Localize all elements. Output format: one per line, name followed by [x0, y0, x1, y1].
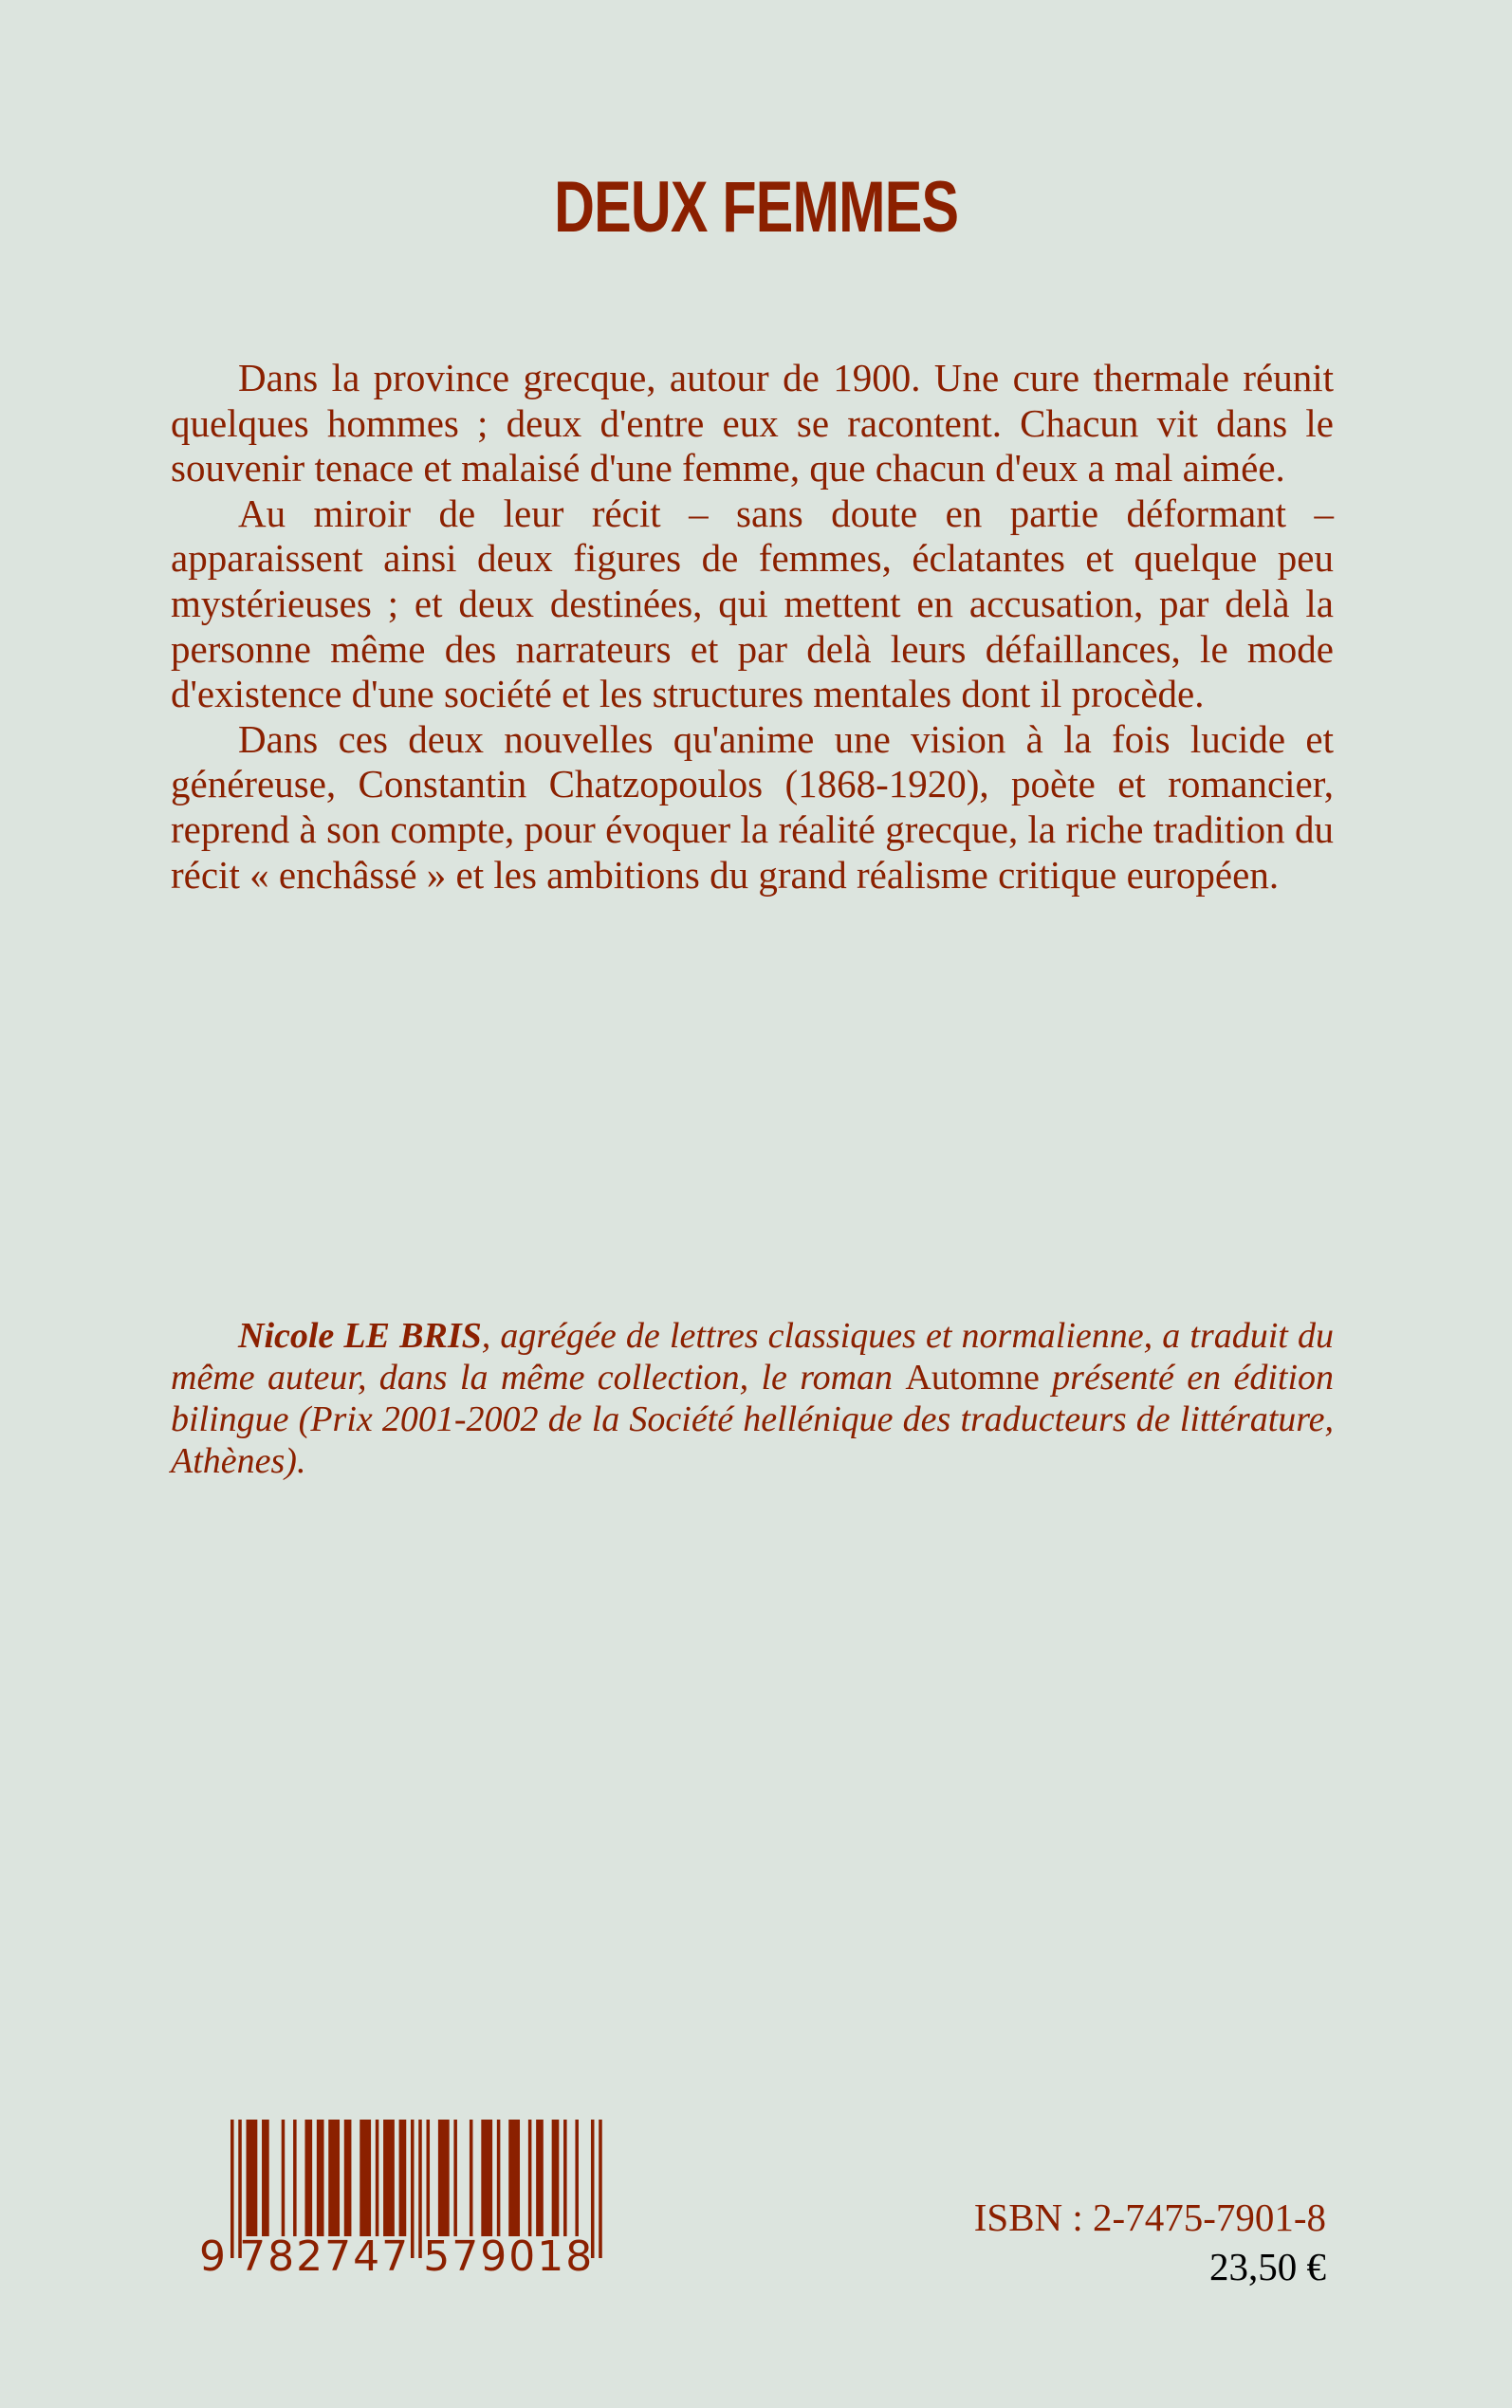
isbn-label: ISBN : 2-7475-7901-8 [973, 2195, 1326, 2239]
barcode-bar [376, 2120, 379, 2236]
barcode-digits: 9 [199, 2232, 226, 2277]
barcode-bar [575, 2120, 579, 2236]
barcode-bar [418, 2120, 422, 2258]
barcode-bar [317, 2120, 324, 2236]
barcode-digits: 579018 [423, 2232, 595, 2277]
translator-bio [171, 1315, 1334, 1482]
barcode-bar [497, 2120, 501, 2236]
barcode-bar [536, 2120, 544, 2236]
ean13-barcode [184, 2116, 611, 2277]
barcode-bar [247, 2120, 258, 2236]
barcode-digits: 782747 [239, 2232, 411, 2277]
barcode-bar [508, 2120, 520, 2236]
price-label: 23,50 € [1209, 2245, 1326, 2288]
book-title-text: DEUX FEMMES [553, 167, 959, 248]
translator-bio-text: , agrégée de lettres classiques et normalienne, a traduit du même auteur, dans la même collection, le roman [171, 1316, 1335, 1398]
summary-paragraph: Dans la province grecque, autour de 1900. Une cure thermale réunit quelques hommes ; deux d'entre eux se racontent. Chacun vit dans le souvenir tenace et malaisé d'une femme, que chacun d'eux a mal aimée. [171, 356, 1334, 491]
barcode-bar [411, 2120, 415, 2258]
related-book-title: Automne [905, 1358, 1040, 1398]
barcode-bar [427, 2120, 431, 2236]
barcode-bar [399, 2120, 407, 2236]
barcode-bar [262, 2120, 269, 2236]
barcode-bar [528, 2120, 532, 2236]
summary-paragraph: Au miroir de leur récit – sans doute en partie déformant – apparaissent ainsi deux figures de femmes, éclatantes et quelque peu mystérieuses ; et deux destinées, qui mettent en accusation, par delà la personne même des narrateurs et par delà leurs défaillances, le mode d'existence d'une société et les structures mentales dont il procède. [171, 491, 1334, 716]
translator-name: Nicole LE BRIS [238, 1316, 482, 1356]
barcode-bar [328, 2120, 340, 2236]
barcode-bar [344, 2120, 352, 2236]
barcode-bar [453, 2120, 457, 2236]
barcode-bar [360, 2120, 371, 2236]
barcode-bar [470, 2120, 473, 2236]
barcode-bar [304, 2120, 312, 2236]
barcode-bar [230, 2120, 234, 2258]
barcode-bar [552, 2120, 560, 2236]
translator-bio-paragraph [171, 1315, 1334, 1482]
summary-text [171, 356, 1334, 898]
book-title [0, 165, 1512, 250]
barcode-bar [438, 2120, 450, 2236]
barcode-bar [599, 2120, 602, 2258]
summary-paragraph: Dans ces deux nouvelles qu'anime une vision à la fois lucide et généreuse, Constantin Chatzopoulos (1868-1920), poète et romancier, reprend à son compte, pour évoquer la réalité grecque, la riche tradition du récit « enchâssé » et les ambitions du grand réalisme critique européen. [171, 716, 1334, 897]
barcode-graphic [184, 2116, 611, 2277]
barcode-bar [563, 2120, 567, 2236]
barcode-bar [293, 2120, 297, 2236]
barcode-bar [282, 2120, 286, 2236]
barcode-bar [481, 2120, 492, 2236]
translator-bio-text-end: présenté en édition bilingue (Prix 2001-2002 de la Société hellénique des traducteurs de littérature, Athènes). [171, 1358, 1335, 1481]
barcode-bar [383, 2120, 395, 2236]
